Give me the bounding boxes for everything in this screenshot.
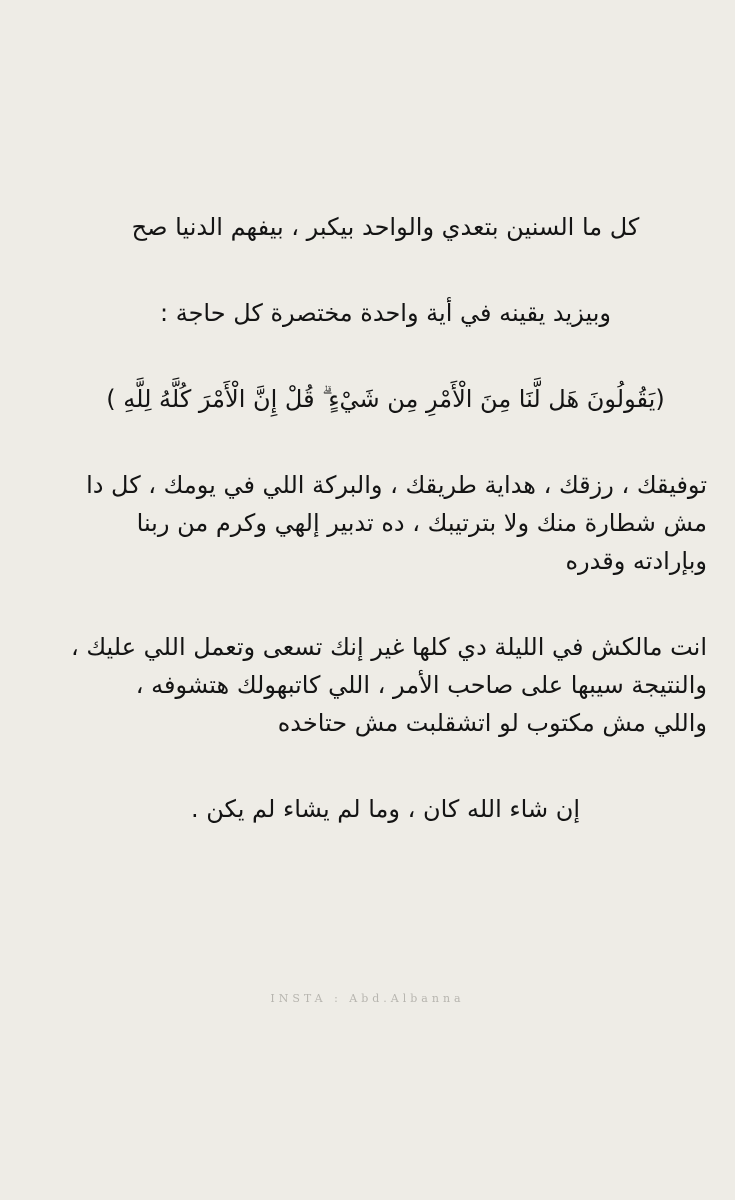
spacer <box>24 580 707 628</box>
spacer <box>24 246 707 294</box>
blessings-line-3: وبإرادته وقدره <box>565 547 707 575</box>
post-text <box>24 208 707 828</box>
verse-line: (يَقُولُونَ هَل لَّنَا مِنَ الْأَمْرِ مِن شَيْءٍ ۗ قُلْ إِنَّ الْأَمْرَ كُلَّهُ لِلَّهِ ) <box>106 385 665 413</box>
watermark: INSTA : Abd.Albanna <box>270 992 465 1005</box>
paragraph-closing <box>24 790 707 828</box>
spacer <box>24 332 707 380</box>
verse-lead-line: وبيزيد يقينه في أية واحدة مختصرة كل حاجة : <box>160 299 611 327</box>
effort-line-1: انت مالكش في الليلة دي كلها غير إنك تسعى وتعمل اللي عليك ، <box>70 633 707 661</box>
paragraph-verse-lead <box>24 294 707 332</box>
paragraph-effort <box>24 628 707 742</box>
intro-line: كل ما السنين بتعدي والواحد بيكبر ، بيفهم الدنيا صح <box>131 213 640 241</box>
paragraph-blessings <box>24 466 707 580</box>
effort-line-3: واللي مش مكتوب لو اتشقلبت مش حتاخده <box>277 709 707 737</box>
paragraph-intro <box>24 208 707 246</box>
spacer <box>24 742 707 790</box>
spacer <box>24 418 707 466</box>
blessings-line-1: توفيقك ، رزقك ، هداية طريقك ، والبركة اللي في يومك ، كل دا <box>86 471 707 499</box>
effort-line-2: والنتيجة سيبها على صاحب الأمر ، اللي كاتبهولك هتشوفه ، <box>135 671 707 699</box>
closing-line: إن شاء الله كان ، وما لم يشاء لم يكن . <box>190 795 581 823</box>
blessings-line-2: مش شطارة منك ولا بترتيبك ، ده تدبير إلهي وكرم من ربنا <box>136 509 707 537</box>
paragraph-verse <box>24 380 707 418</box>
